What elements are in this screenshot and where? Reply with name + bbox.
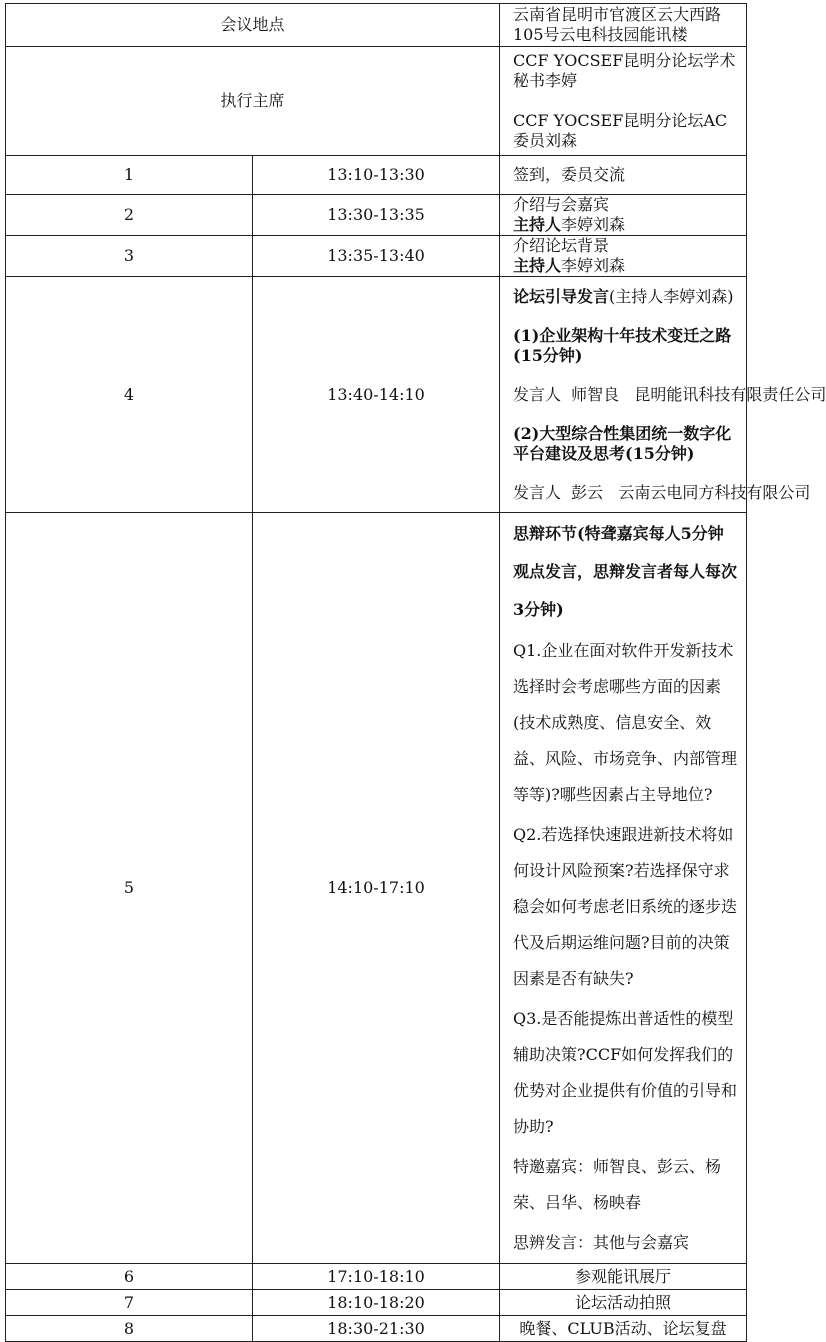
row-number: 3 bbox=[6, 236, 253, 277]
host-names: 李婷刘森 bbox=[561, 215, 626, 234]
agenda-row-6 bbox=[6, 1264, 747, 1290]
venue-label: 会议地点 bbox=[6, 4, 500, 47]
row-content: 参观能讯展厅 bbox=[500, 1264, 747, 1290]
agenda-row-2 bbox=[6, 195, 747, 236]
row-content: 签到，委员交流 bbox=[500, 156, 747, 195]
row-time: 18:10-18:20 bbox=[253, 1290, 500, 1316]
session-title-line bbox=[513, 277, 738, 316]
row-time: 13:30-13:35 bbox=[253, 195, 500, 236]
session-title-note: (主持人李婷刘森) bbox=[609, 286, 734, 306]
chair-1: CCF YOCSEF昆明分论坛学术秘书李婷 bbox=[513, 51, 736, 90]
question-3: Q3.是否能提炼出普适性的模型辅助决策?CCF如何发挥我们的优势对企业提供有价值的引导和协助? bbox=[513, 1009, 738, 1136]
agenda-row-3 bbox=[6, 236, 747, 277]
row-number: 6 bbox=[6, 1264, 253, 1290]
row-time: 14:10-17:10 bbox=[253, 513, 500, 1264]
talk-2-title: (2)大型综合性集团统一数字化平台建设及思考(15分钟) bbox=[513, 423, 732, 463]
agenda-row-1 bbox=[6, 156, 747, 195]
invited-guests: 特邀嘉宾：师智良、彭云、杨荣、吕华、杨映春 bbox=[513, 1157, 722, 1212]
row-content-text: 介绍与会嘉宾 bbox=[513, 195, 610, 214]
chair-2: CCF YOCSEF昆明分论坛AC委员刘森 bbox=[513, 111, 728, 150]
row-content: 论坛活动拍照 bbox=[500, 1290, 747, 1316]
row-content bbox=[500, 236, 747, 277]
host-label: 主持人 bbox=[513, 215, 562, 234]
row-time: 18:30-21:30 bbox=[253, 1316, 500, 1342]
row-number: 5 bbox=[6, 513, 253, 1264]
talk-1-title: (1)企业架构十年技术变迁之路(15分钟) bbox=[513, 325, 732, 365]
chairs-row bbox=[6, 47, 747, 156]
debaters: 思辨发言：其他与会嘉宾 bbox=[513, 1233, 690, 1252]
debate-title: 思辩环节(特聋嘉宾每人5分钟观点发言，思辩发言者每人每次3分钟) bbox=[513, 524, 738, 619]
host-label: 主持人 bbox=[513, 256, 562, 275]
venue-row bbox=[6, 4, 747, 47]
row-content-text: 介绍论坛背景 bbox=[513, 236, 610, 255]
chairs-label: 执行主席 bbox=[6, 47, 500, 156]
row-content bbox=[500, 513, 747, 1264]
row-content bbox=[500, 195, 747, 236]
question-2: Q2.若选择快速跟进新技术将如何设计风险预案?若选择保守求稳会如何考虑老旧系统的逐步迭代及后期运维问题?目前的决策因素是否有缺失? bbox=[513, 825, 738, 988]
session-title: 论坛引导发言 bbox=[513, 286, 610, 306]
row-time: 13:40-14:10 bbox=[253, 277, 500, 513]
row-content: 晚餐、CLUB活动、论坛复盘 bbox=[500, 1316, 747, 1342]
row-content bbox=[500, 277, 826, 513]
agenda-row-5 bbox=[6, 513, 747, 1264]
agenda-row-8 bbox=[6, 1316, 747, 1342]
row-time: 13:35-13:40 bbox=[253, 236, 500, 277]
question-1: Q1.企业在面对软件开发新技术选择时会考虑哪些方面的因素(技术成熟度、信息安全、效益、风险、市场竞争、内部管理等等)?哪些因素占主导地位? bbox=[513, 641, 738, 804]
row-number: 1 bbox=[6, 156, 253, 195]
chairs-list bbox=[500, 47, 747, 156]
row-time: 17:10-18:10 bbox=[253, 1264, 500, 1290]
venue-value: 云南省昆明市官渡区云大西路105号云电科技园能讯楼 bbox=[500, 4, 747, 47]
talk-2-speaker: 发言人 彭云 云南云电同方科技有限公司 bbox=[513, 482, 811, 502]
talk-1-speaker: 发言人 师智良 昆明能讯科技有限责任公司 bbox=[513, 384, 826, 404]
row-number: 4 bbox=[6, 277, 253, 513]
row-number: 2 bbox=[6, 195, 253, 236]
agenda-row-4 bbox=[6, 277, 747, 513]
row-number: 8 bbox=[6, 1316, 253, 1342]
row-number: 7 bbox=[6, 1290, 253, 1316]
row-time: 13:10-13:30 bbox=[253, 156, 500, 195]
agenda-table bbox=[5, 3, 826, 1342]
host-names: 李婷刘森 bbox=[561, 256, 626, 275]
agenda-row-7 bbox=[6, 1290, 747, 1316]
